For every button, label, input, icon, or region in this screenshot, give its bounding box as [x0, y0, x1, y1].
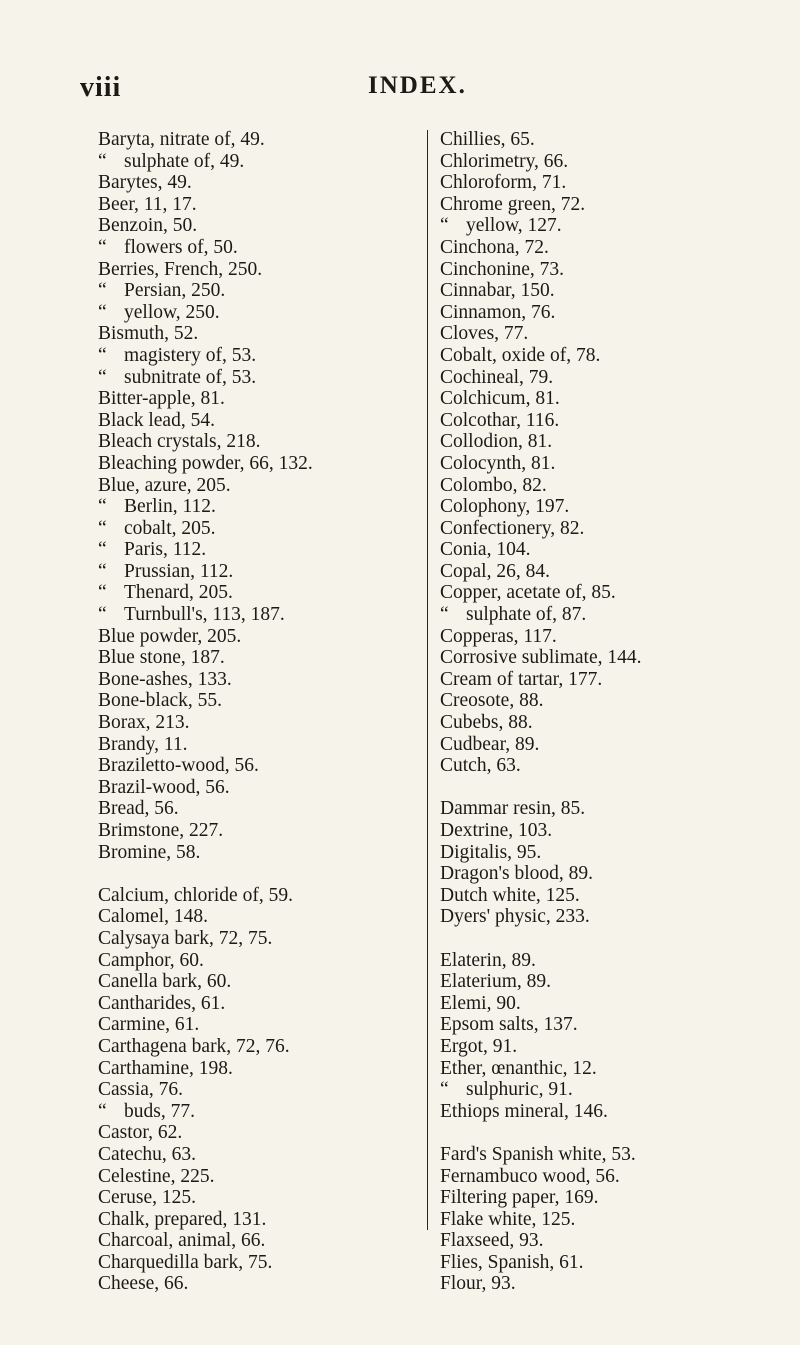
index-entry [440, 496, 785, 518]
entry-text: Borax, 213. [98, 712, 190, 734]
index-subentry [98, 539, 398, 561]
entry-text: Colocynth, 81. [440, 452, 556, 474]
entry-text: Carthagena bark, 72, 76. [98, 1035, 290, 1057]
entry-text: Barytes, 49. [98, 172, 192, 194]
entry-text: flowers of, 50. [124, 236, 238, 258]
ditto-mark: “ [98, 301, 107, 323]
index-entry [440, 561, 785, 583]
entry-text: Canella bark, 60. [98, 971, 232, 993]
index-entry [440, 1014, 785, 1036]
entry-text: Colchicum, 81. [440, 388, 560, 410]
entry-text: Dammar resin, 85. [440, 798, 586, 820]
index-entry [98, 647, 398, 669]
index-entry [440, 172, 785, 194]
index-entry [440, 734, 785, 756]
entry-text: Chalk, prepared, 131. [98, 1208, 267, 1230]
entry-text: Cobalt, oxide of, 78. [440, 344, 601, 366]
entry-text: Chloroform, 71. [440, 172, 567, 194]
index-entry [98, 1230, 398, 1252]
page-number: viii [80, 72, 122, 103]
index-entry [98, 1273, 398, 1295]
index-entry [98, 993, 398, 1015]
entry-text: Ether, œnanthic, 12. [440, 1057, 597, 1079]
entry-text: Cloves, 77. [440, 323, 529, 345]
index-entry [440, 1209, 785, 1231]
entry-text: Blue stone, 187. [98, 647, 225, 669]
entry-text: Elemi, 90. [440, 992, 521, 1014]
ditto-mark: “ [98, 344, 107, 366]
entry-text: Flies, Spanish, 61. [440, 1251, 584, 1273]
index-entry [440, 647, 785, 669]
index-entry [440, 690, 785, 712]
index-entry [440, 518, 785, 540]
entry-text: Elaterium, 89. [440, 971, 552, 993]
entry-text: sulphate of, 87. [466, 604, 587, 626]
index-entry [440, 1058, 785, 1080]
index-entry [98, 885, 398, 907]
index-entry [440, 410, 785, 432]
ditto-mark: “ [98, 366, 107, 388]
index-entry [440, 1144, 785, 1166]
index-entry [98, 1122, 398, 1144]
entry-text: Chillies, 65. [440, 129, 535, 150]
index-column-left [98, 129, 398, 1295]
entry-text: Cheese, 66. [98, 1273, 189, 1295]
entry-text: Berlin, 112. [124, 496, 216, 518]
index-entry [440, 539, 785, 561]
index-entry [98, 928, 398, 950]
entry-text: Turnbull's, 113, 187. [124, 604, 285, 626]
entry-text: Brazil-wood, 56. [98, 776, 230, 798]
index-subentry [98, 1101, 398, 1123]
index-entry [98, 950, 398, 972]
index-entry [98, 410, 398, 432]
index-subentry [98, 604, 398, 626]
entry-text: Colophony, 197. [440, 496, 570, 518]
index-entry [440, 323, 785, 345]
entry-text: Blue powder, 205. [98, 625, 242, 647]
entry-text: Charcoal, animal, 66. [98, 1230, 266, 1252]
entry-text: Ergot, 91. [440, 1035, 518, 1057]
index-subentry [440, 1079, 785, 1101]
entry-text: Creosote, 88. [440, 690, 544, 712]
entry-text: Cudbear, 89. [440, 733, 540, 755]
index-subentry [98, 518, 398, 540]
index-entry [440, 475, 785, 497]
ditto-mark: “ [98, 604, 107, 626]
entry-text: Persian, 250. [124, 280, 226, 302]
index-subentry [98, 151, 398, 173]
entry-text: Cinnamon, 76. [440, 301, 556, 323]
ditto-mark: “ [98, 517, 107, 539]
index-entry [98, 669, 398, 691]
ditto-mark: “ [98, 582, 107, 604]
index-entry [440, 129, 785, 151]
index-entry [440, 712, 785, 734]
entry-text: Charquedilla bark, 75. [98, 1251, 273, 1273]
index-entry [440, 626, 785, 648]
index-subentry [98, 280, 398, 302]
index-entry [440, 453, 785, 475]
letter-section-gap [98, 863, 398, 885]
entry-text: Fard's Spanish white, 53. [440, 1143, 636, 1165]
index-entry [98, 431, 398, 453]
index-entry [440, 669, 785, 691]
index-entry [98, 798, 398, 820]
entry-text: Cochineal, 79. [440, 366, 554, 388]
entry-text: Dutch white, 125. [440, 884, 580, 906]
index-entry [440, 863, 785, 885]
entry-text: Carmine, 61. [98, 1014, 200, 1036]
index-subentry [98, 367, 398, 389]
index-entry [98, 906, 398, 928]
index-entry [440, 194, 785, 216]
entry-text: Catechu, 63. [98, 1143, 197, 1165]
index-entry [98, 475, 398, 497]
entry-text: Calomel, 148. [98, 906, 208, 928]
index-entry [440, 1036, 785, 1058]
entry-text: Celestine, 225. [98, 1165, 215, 1187]
entry-text: Berries, French, 250. [98, 258, 263, 280]
entry-text: Benzoin, 50. [98, 215, 198, 237]
entry-text: Flour, 93. [440, 1273, 516, 1295]
index-entry [98, 842, 398, 864]
index-entry [98, 1058, 398, 1080]
entry-text: Cinchonine, 73. [440, 258, 565, 280]
ditto-mark: “ [98, 236, 107, 258]
entry-text: Bleach crystals, 218. [98, 431, 261, 453]
index-entry [98, 323, 398, 345]
ditto-mark: “ [98, 539, 107, 561]
entry-text: Thenard, 205. [124, 582, 233, 604]
index-subentry [440, 604, 785, 626]
ditto-mark: “ [98, 150, 107, 172]
entry-text: yellow, 250. [124, 301, 220, 323]
index-entry [440, 1273, 785, 1295]
entry-text: Collodion, 81. [440, 431, 553, 453]
entry-text: Colcothar, 116. [440, 409, 560, 431]
index-entry [440, 885, 785, 907]
ditto-mark: “ [440, 604, 449, 626]
index-entry [440, 842, 785, 864]
index-subentry [98, 561, 398, 583]
index-entry [440, 906, 785, 928]
entry-text: Cream of tartar, 177. [440, 668, 603, 690]
letter-section-gap [440, 777, 785, 799]
index-entry [98, 777, 398, 799]
entry-text: Bromine, 58. [98, 841, 201, 863]
index-entry [440, 1101, 785, 1123]
entry-text: Bitter-apple, 81. [98, 388, 225, 410]
index-entry [98, 259, 398, 281]
index-subentry [98, 345, 398, 367]
index-entry [98, 1036, 398, 1058]
letter-section-gap [440, 1122, 785, 1144]
index-entry [98, 129, 398, 151]
index-entry [98, 712, 398, 734]
entry-text: Baryta, nitrate of, 49. [98, 129, 265, 150]
entry-text: Braziletto-wood, 56. [98, 755, 259, 777]
entry-text: Calcium, chloride of, 59. [98, 884, 293, 906]
ditto-mark: “ [440, 215, 449, 237]
index-subentry [98, 582, 398, 604]
index-subentry [98, 302, 398, 324]
entry-text: Dragon's blood, 89. [440, 863, 594, 885]
entry-text: Paris, 112. [124, 539, 207, 561]
index-entry [440, 1166, 785, 1188]
column-divider [427, 130, 428, 1230]
index-entry [98, 215, 398, 237]
entry-text: Bread, 56. [98, 798, 179, 820]
index-entry [440, 151, 785, 173]
index-entry [440, 755, 785, 777]
index-entry [440, 1187, 785, 1209]
entry-text: Dextrine, 103. [440, 820, 553, 841]
entry-text: Black lead, 54. [98, 409, 215, 431]
index-entry [98, 1187, 398, 1209]
entry-text: Carthamine, 198. [98, 1057, 233, 1079]
index-entry [440, 367, 785, 389]
entry-text: Cinchona, 72. [440, 236, 549, 258]
index-subentry [98, 496, 398, 518]
index-entry [440, 345, 785, 367]
entry-text: Copper, acetate of, 85. [440, 582, 616, 604]
index-entry [98, 172, 398, 194]
index-entry [440, 280, 785, 302]
entry-text: Epsom salts, 137. [440, 1014, 578, 1036]
index-entry [98, 755, 398, 777]
entry-text: Calysaya bark, 72, 75. [98, 927, 273, 949]
entry-text: Copal, 26, 84. [440, 560, 550, 582]
entry-text: Chrome green, 72. [440, 193, 586, 215]
entry-text: Ethiops mineral, 146. [440, 1100, 608, 1122]
entry-text: Beer, 11, 17. [98, 193, 197, 215]
entry-text: Dyers' physic, 233. [440, 906, 590, 928]
index-entry [98, 1079, 398, 1101]
entry-text: buds, 77. [124, 1100, 195, 1122]
entry-text: sulphuric, 91. [466, 1079, 573, 1101]
index-column-right [440, 129, 785, 1295]
ditto-mark: “ [98, 1100, 107, 1122]
entry-text: Chlorimetry, 66. [440, 150, 569, 172]
ditto-mark: “ [98, 560, 107, 582]
entry-text: yellow, 127. [466, 215, 562, 237]
index-entry [98, 194, 398, 216]
ditto-mark: “ [440, 1079, 449, 1101]
index-entry [440, 950, 785, 972]
entry-text: Prussian, 112. [124, 560, 234, 582]
index-entry [98, 1166, 398, 1188]
index-entry [98, 734, 398, 756]
running-head-title: INDEX. [368, 72, 467, 99]
index-entry [440, 259, 785, 281]
entry-text: Ceruse, 125. [98, 1187, 197, 1209]
entry-text: Digitalis, 95. [440, 841, 542, 863]
entry-text: Cassia, 76. [98, 1079, 184, 1101]
index-entry [440, 798, 785, 820]
entry-text: Camphor, 60. [98, 949, 204, 971]
entry-text: Flake white, 125. [440, 1208, 576, 1230]
entry-text: Bismuth, 52. [98, 323, 199, 345]
index-entry [440, 1230, 785, 1252]
index-entry [98, 453, 398, 475]
entry-text: Bone-ashes, 133. [98, 668, 232, 690]
entry-text: magistery of, 53. [124, 344, 257, 366]
entry-text: Filtering paper, 169. [440, 1187, 599, 1209]
index-entry [98, 626, 398, 648]
entry-text: Bleaching powder, 66, 132. [98, 452, 313, 474]
ditto-mark: “ [98, 496, 107, 518]
index-subentry [440, 215, 785, 237]
entry-text: Blue, azure, 205. [98, 474, 231, 496]
entry-text: cobalt, 205. [124, 517, 216, 539]
entry-text: Conia, 104. [440, 539, 531, 561]
entry-text: Copperas, 117. [440, 625, 557, 647]
letter-section-gap [440, 928, 785, 950]
entry-text: Brimstone, 227. [98, 820, 224, 841]
index-entry [440, 582, 785, 604]
entry-text: Cantharides, 61. [98, 992, 226, 1014]
entry-text: Fernambuco wood, 56. [440, 1165, 620, 1187]
index-entry [440, 237, 785, 259]
index-entry [98, 1014, 398, 1036]
index-entry [98, 1209, 398, 1231]
index-entry [98, 690, 398, 712]
entry-text: Bone-black, 55. [98, 690, 223, 712]
index-entry [440, 388, 785, 410]
entry-text: sulphate of, 49. [124, 150, 245, 172]
index-entry [440, 971, 785, 993]
index-entry [440, 431, 785, 453]
index-entry [98, 1144, 398, 1166]
page-header [0, 72, 800, 112]
entry-text: Confectionery, 82. [440, 517, 585, 539]
index-entry [440, 302, 785, 324]
index-entry [98, 971, 398, 993]
index-entry [98, 1252, 398, 1274]
entry-text: Cutch, 63. [440, 755, 521, 777]
index-subentry [98, 237, 398, 259]
entry-text: Colombo, 82. [440, 474, 547, 496]
entry-text: Castor, 62. [98, 1122, 183, 1144]
index-entry [98, 820, 398, 842]
entry-text: Flaxseed, 93. [440, 1230, 544, 1252]
entry-text: subnitrate of, 53. [124, 366, 257, 388]
index-entry [440, 820, 785, 842]
entry-text: Brandy, 11. [98, 733, 188, 755]
ditto-mark: “ [98, 280, 107, 302]
entry-text: Cubebs, 88. [440, 712, 533, 734]
index-entry [440, 993, 785, 1015]
index-entry [440, 1252, 785, 1274]
entry-text: Corrosive sublimate, 144. [440, 647, 642, 669]
index-entry [98, 388, 398, 410]
entry-text: Elaterin, 89. [440, 949, 536, 971]
entry-text: Cinnabar, 150. [440, 280, 555, 302]
